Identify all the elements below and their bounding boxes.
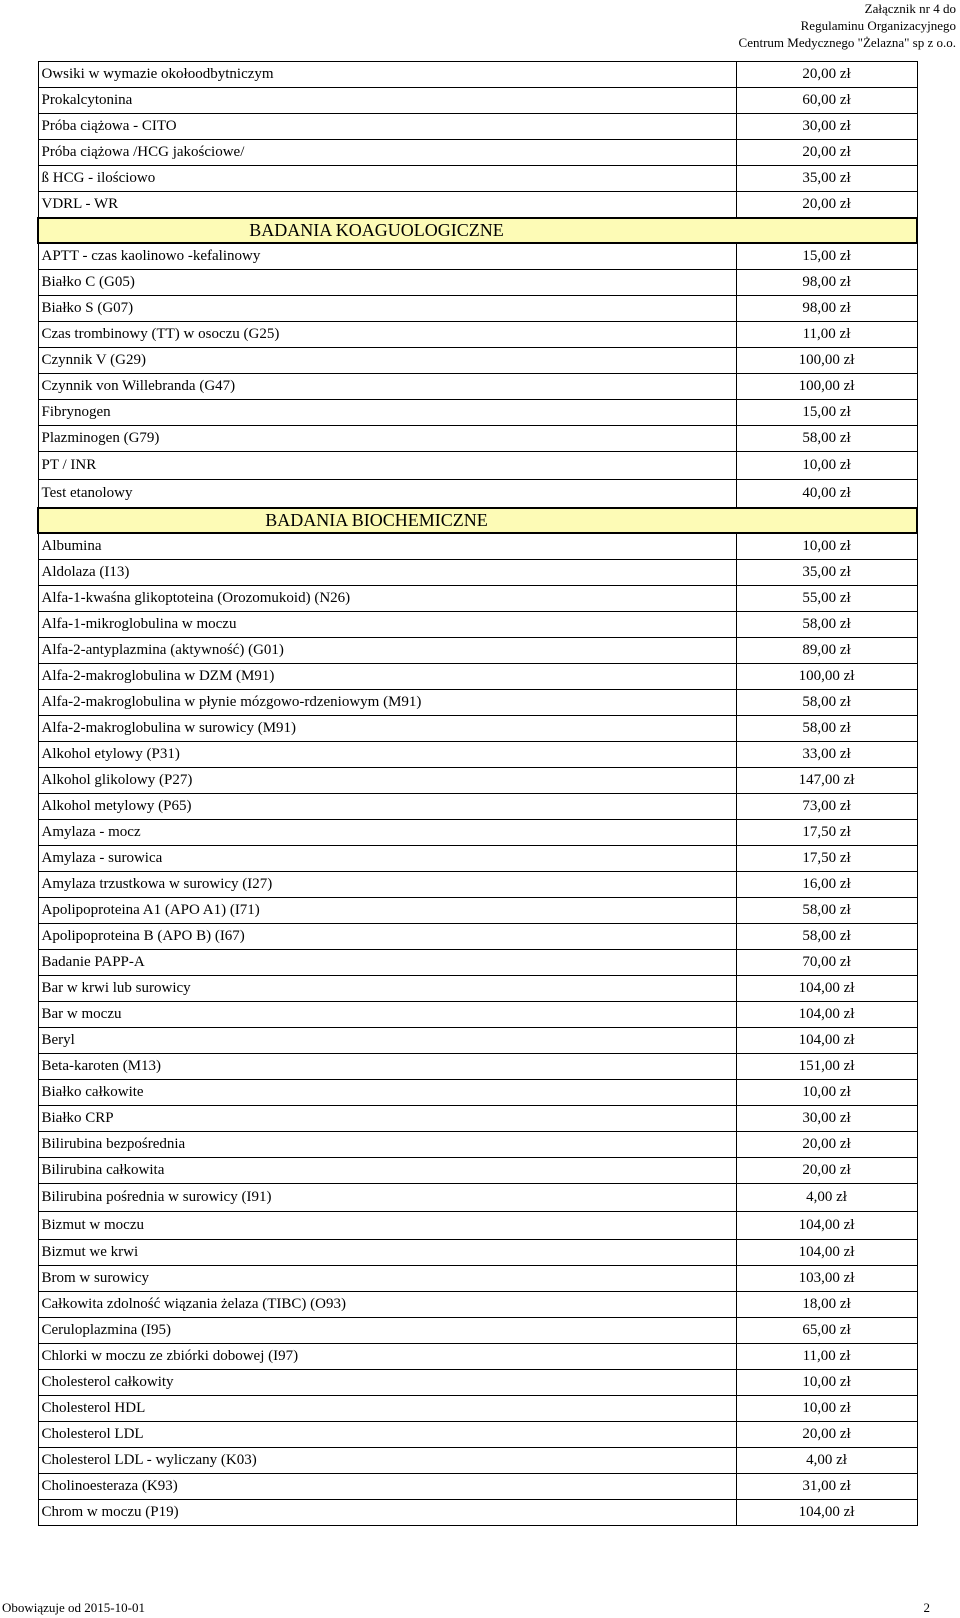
test-name: ß HCG - ilościowo (38, 166, 736, 192)
table-row (38, 1002, 917, 1028)
test-name: Chlorki w moczu ze zbiórki dobowej (I97) (38, 1344, 736, 1370)
test-name: Apolipoproteina A1 (APO A1) (I71) (38, 898, 736, 924)
test-price: 20,00 zł (736, 140, 917, 166)
table-row (38, 1080, 917, 1106)
test-name: Całkowita zdolność wiązania żelaza (TIBC) (O93) (38, 1292, 736, 1318)
table-row (38, 1054, 917, 1080)
section-title: BADANIA BIOCHEMICZNE (265, 510, 488, 530)
page-number: 2 (923, 1600, 930, 1615)
test-name: Alfa-2-makroglobulina w surowicy (M91) (38, 716, 736, 742)
table-row (38, 1422, 917, 1448)
table-row (38, 1500, 917, 1526)
table-row (38, 1370, 917, 1396)
table-row (38, 1344, 917, 1370)
table-row (38, 846, 917, 872)
table-row (38, 533, 917, 560)
test-name: Aldolaza (I13) (38, 560, 736, 586)
test-price: 58,00 zł (736, 426, 917, 452)
table-row (38, 296, 917, 322)
test-price: 30,00 zł (736, 1106, 917, 1132)
test-name: Bilirubina bezpośrednia (38, 1132, 736, 1158)
test-name: Próba ciążowa - CITO (38, 114, 736, 140)
test-price: 10,00 zł (736, 533, 917, 560)
test-name: Ceruloplazmina (I95) (38, 1318, 736, 1344)
test-price: 17,50 zł (736, 820, 917, 846)
table-row (38, 62, 917, 88)
test-name: Cholesterol LDL (38, 1422, 736, 1448)
test-price: 60,00 zł (736, 88, 917, 114)
test-price: 30,00 zł (736, 114, 917, 140)
test-name: PT / INR (38, 452, 736, 480)
test-name: Cholesterol całkowity (38, 1370, 736, 1396)
table-row (38, 716, 917, 742)
test-name: Czynnik von Willebranda (G47) (38, 374, 736, 400)
test-price: 89,00 zł (736, 638, 917, 664)
test-price: 70,00 zł (736, 950, 917, 976)
table-row (38, 768, 917, 794)
test-price: 104,00 zł (736, 1002, 917, 1028)
test-price: 58,00 zł (736, 612, 917, 638)
test-price: 35,00 zł (736, 166, 917, 192)
test-price: 65,00 zł (736, 1318, 917, 1344)
test-price: 104,00 zł (736, 1028, 917, 1054)
test-price: 100,00 zł (736, 664, 917, 690)
table-row (38, 1158, 917, 1184)
test-price: 10,00 zł (736, 452, 917, 480)
test-price: 104,00 zł (736, 1240, 917, 1266)
effective-date: Obowiązuje od 2015-10-01 (2, 1600, 145, 1615)
test-price: 58,00 zł (736, 690, 917, 716)
test-name: Alkohol metylowy (P65) (38, 794, 736, 820)
table-row (38, 243, 917, 270)
table-row (38, 400, 917, 426)
test-price: 15,00 zł (736, 400, 917, 426)
test-name: Alfa-2-makroglobulina w płynie mózgowo-rdzeniowym (M91) (38, 690, 736, 716)
test-price: 104,00 zł (736, 976, 917, 1002)
table-row (38, 612, 917, 638)
test-price: 10,00 zł (736, 1396, 917, 1422)
table-row (38, 976, 917, 1002)
test-price: 73,00 zł (736, 794, 917, 820)
test-price: 11,00 zł (736, 1344, 917, 1370)
test-name: Amylaza trzustkowa w surowicy (I27) (38, 872, 736, 898)
test-name: Bizmut w moczu (38, 1212, 736, 1240)
test-price: 100,00 zł (736, 348, 917, 374)
test-name: Alfa-1-mikroglobulina w moczu (38, 612, 736, 638)
test-name: Badanie PAPP-A (38, 950, 736, 976)
price-table-body (38, 62, 917, 1526)
test-name: Próba ciążowa /HCG jakościowe/ (38, 140, 736, 166)
test-price: 16,00 zł (736, 872, 917, 898)
test-price: 58,00 zł (736, 716, 917, 742)
test-price: 40,00 zł (736, 480, 917, 509)
header-annex: Załącznik nr 4 do (864, 1, 956, 16)
test-price: 17,50 zł (736, 846, 917, 872)
test-price: 98,00 zł (736, 270, 917, 296)
section-header-row (38, 218, 917, 243)
table-row (38, 192, 917, 219)
table-row (38, 1292, 917, 1318)
table-row (38, 1106, 917, 1132)
table-row (38, 270, 917, 296)
table-row (38, 1212, 917, 1240)
test-name: Alfa-2-antyplazmina (aktywność) (G01) (38, 638, 736, 664)
test-name: Owsiki w wymazie okołoodbytniczym (38, 62, 736, 88)
table-row (38, 114, 917, 140)
table-row (38, 1448, 917, 1474)
document-header (739, 0, 956, 51)
test-price: 33,00 zł (736, 742, 917, 768)
table-row (38, 166, 917, 192)
test-name: Albumina (38, 533, 736, 560)
section-title: BADANIA KOAGUOLOGICZNE (249, 220, 504, 240)
test-name: Bilirubina całkowita (38, 1158, 736, 1184)
table-row (38, 426, 917, 452)
test-name: Cholesterol HDL (38, 1396, 736, 1422)
table-row (38, 664, 917, 690)
table-row (38, 1028, 917, 1054)
table-row (38, 1396, 917, 1422)
test-name: Plazminogen (G79) (38, 426, 736, 452)
test-price: 147,00 zł (736, 768, 917, 794)
test-price: 58,00 zł (736, 898, 917, 924)
test-price: 20,00 zł (736, 1422, 917, 1448)
test-price: 20,00 zł (736, 62, 917, 88)
test-name: Chrom w moczu (P19) (38, 1500, 736, 1526)
table-row (38, 1266, 917, 1292)
test-price: 151,00 zł (736, 1054, 917, 1080)
test-name: Fibrynogen (38, 400, 736, 426)
test-price: 18,00 zł (736, 1292, 917, 1318)
table-row (38, 452, 917, 480)
test-name: Bar w moczu (38, 1002, 736, 1028)
test-name: Alkohol etylowy (P31) (38, 742, 736, 768)
test-price: 10,00 zł (736, 1370, 917, 1396)
test-name: Amylaza - mocz (38, 820, 736, 846)
test-name: Beta-karoten (M13) (38, 1054, 736, 1080)
test-name: VDRL - WR (38, 192, 736, 219)
test-price: 98,00 zł (736, 296, 917, 322)
table-row (38, 374, 917, 400)
test-price: 20,00 zł (736, 192, 917, 219)
table-row (38, 348, 917, 374)
table-row (38, 872, 917, 898)
table-row (38, 898, 917, 924)
test-price: 10,00 zł (736, 1080, 917, 1106)
test-name: Test etanolowy (38, 480, 736, 509)
test-price: 104,00 zł (736, 1212, 917, 1240)
test-name: Alkohol glikolowy (P27) (38, 768, 736, 794)
test-name: Białko CRP (38, 1106, 736, 1132)
test-name: Alfa-1-kwaśna glikoptoteina (Orozomukoid) (N26) (38, 586, 736, 612)
price-table (37, 61, 918, 1526)
table-row (38, 1240, 917, 1266)
test-name: Brom w surowicy (38, 1266, 736, 1292)
table-row (38, 586, 917, 612)
test-price: 58,00 zł (736, 924, 917, 950)
table-row (38, 638, 917, 664)
test-name: Alfa-2-makroglobulina w DZM (M91) (38, 664, 736, 690)
table-row (38, 1132, 917, 1158)
table-row (38, 820, 917, 846)
test-price: 35,00 zł (736, 560, 917, 586)
table-row (38, 1474, 917, 1500)
test-name: Białko C (G05) (38, 270, 736, 296)
test-price: 31,00 zł (736, 1474, 917, 1500)
test-price: 15,00 zł (736, 243, 917, 270)
table-row (38, 140, 917, 166)
test-price: 103,00 zł (736, 1266, 917, 1292)
test-name: Cholinoesteraza (K93) (38, 1474, 736, 1500)
test-price: 100,00 zł (736, 374, 917, 400)
test-name: Czas trombinowy (TT) w osoczu (G25) (38, 322, 736, 348)
table-row (38, 560, 917, 586)
test-price: 55,00 zł (736, 586, 917, 612)
section-header (38, 218, 917, 243)
section-header-row (38, 508, 917, 533)
table-row (38, 1318, 917, 1344)
table-row (38, 88, 917, 114)
test-name: Bizmut we krwi (38, 1240, 736, 1266)
test-name: Prokalcytonina (38, 88, 736, 114)
test-price: 4,00 zł (736, 1184, 917, 1212)
header-company: Centrum Medycznego "Żelazna" sp z o.o. (738, 35, 956, 50)
table-row (38, 1184, 917, 1212)
test-name: Apolipoproteina B (APO B) (I67) (38, 924, 736, 950)
test-name: Beryl (38, 1028, 736, 1054)
table-row (38, 742, 917, 768)
test-price: 104,00 zł (736, 1500, 917, 1526)
test-name: APTT - czas kaolinowo -kefalinowy (38, 243, 736, 270)
test-name: Bilirubina pośrednia w surowicy (I91) (38, 1184, 736, 1212)
table-row (38, 690, 917, 716)
test-price: 20,00 zł (736, 1158, 917, 1184)
test-name: Amylaza - surowica (38, 846, 736, 872)
test-name: Bar w krwi lub surowicy (38, 976, 736, 1002)
table-row (38, 322, 917, 348)
test-name: Cholesterol LDL - wyliczany (K03) (38, 1448, 736, 1474)
test-price: 20,00 zł (736, 1132, 917, 1158)
test-name: Czynnik V (G29) (38, 348, 736, 374)
test-price: 11,00 zł (736, 322, 917, 348)
table-row (38, 794, 917, 820)
test-name: Białko całkowite (38, 1080, 736, 1106)
test-price: 4,00 zł (736, 1448, 917, 1474)
table-row (38, 950, 917, 976)
section-header (38, 508, 917, 533)
table-row (38, 480, 917, 509)
test-name: Białko S (G07) (38, 296, 736, 322)
table-row (38, 924, 917, 950)
header-regulation: Regulaminu Organizacyjnego (800, 18, 956, 33)
